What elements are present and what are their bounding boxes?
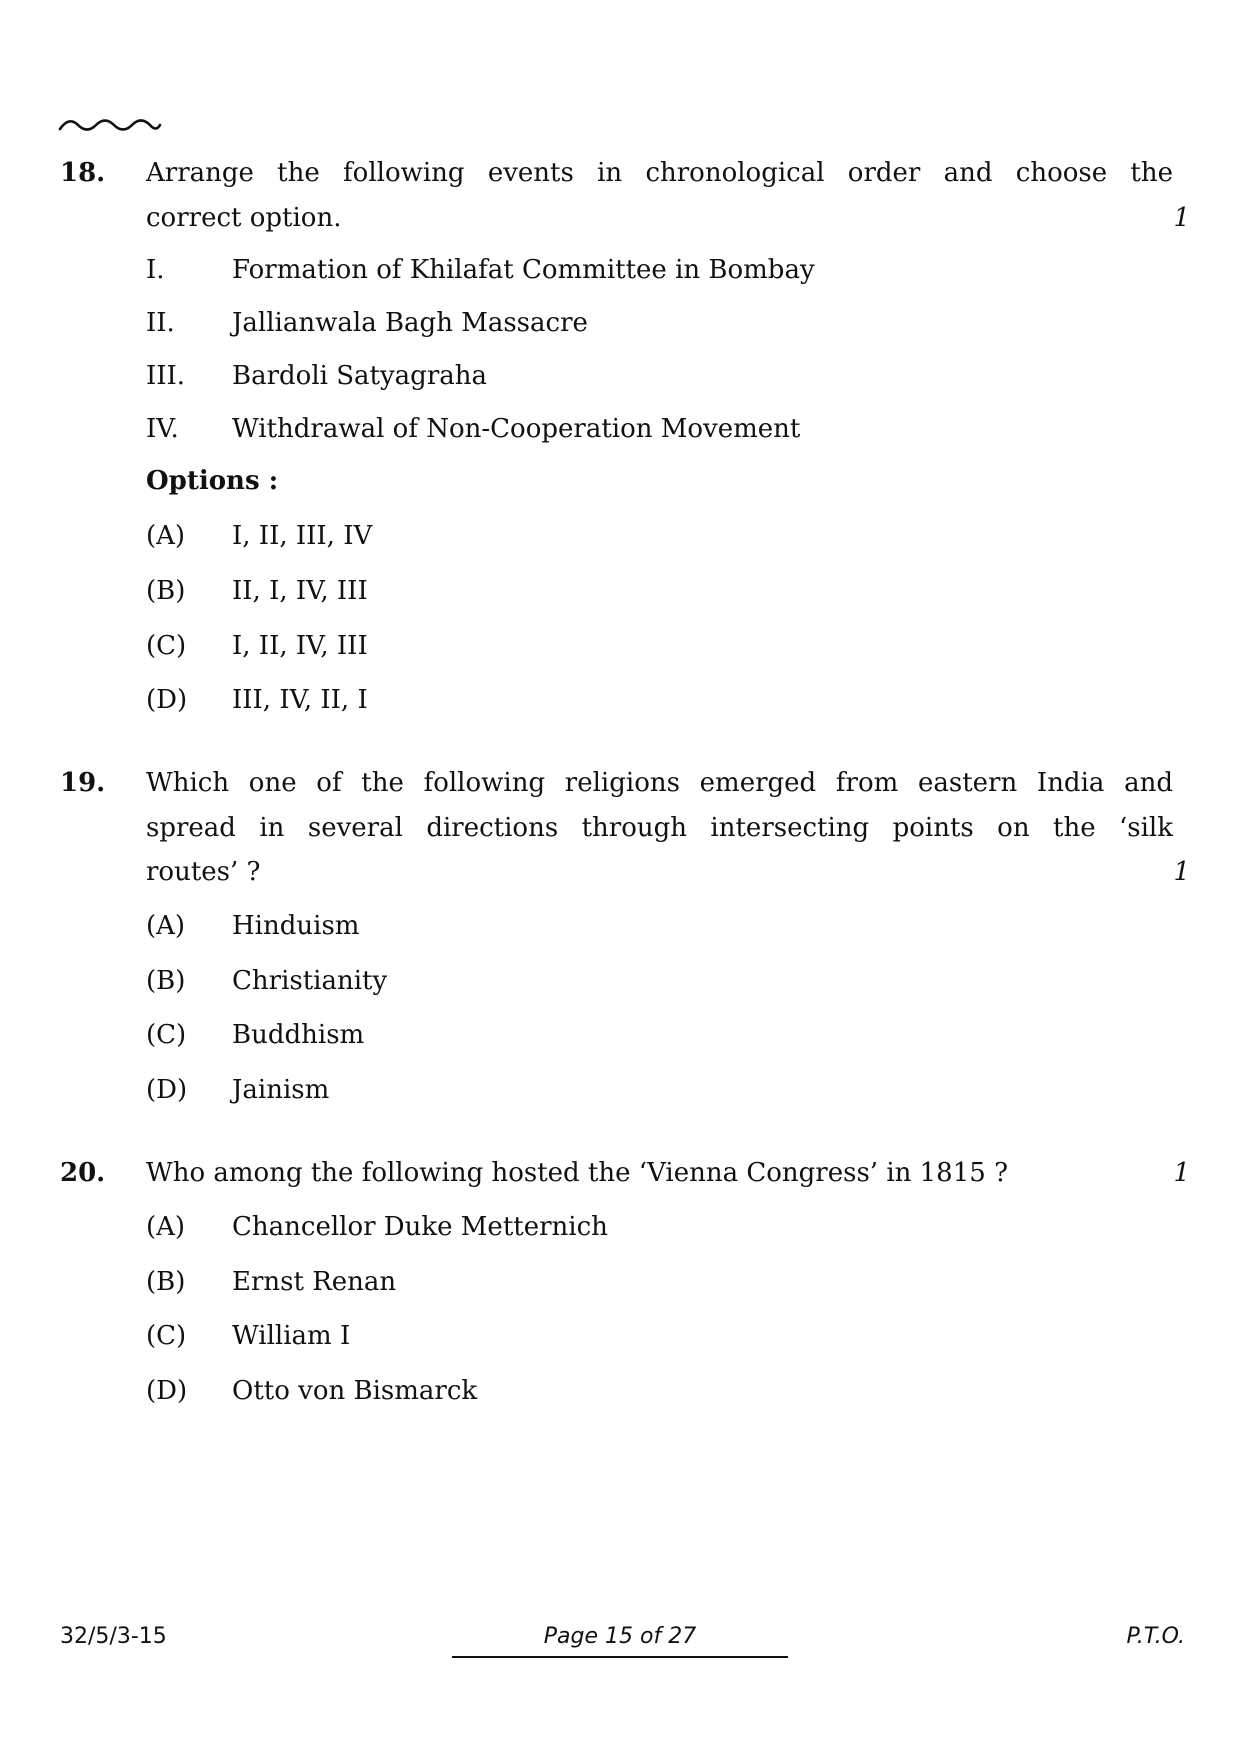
statement-label: I. (146, 255, 165, 285)
question-text-line: Who among the following hosted the ‘Vienna Congress’ in 1815 ? (146, 1158, 1009, 1188)
option-text: I, II, IV, III (232, 631, 368, 661)
option-d[interactable] (146, 1070, 329, 1110)
statement-item (146, 356, 487, 396)
statement-label: III. (146, 361, 186, 391)
option-text: III, IV, II, I (232, 685, 368, 715)
question-number: 20. (60, 1158, 106, 1188)
option-label: (B) (146, 1267, 186, 1297)
option-b[interactable] (146, 571, 368, 611)
question-20 (60, 1148, 1190, 1568)
option-label: (D) (146, 1376, 188, 1406)
option-label: (C) (146, 1321, 187, 1351)
statement-text: Bardoli Satyagraha (232, 361, 487, 391)
option-text: I, II, III, IV (232, 521, 373, 551)
option-text: Jainism (232, 1075, 330, 1105)
question-18 (60, 148, 1190, 728)
page-number: Page 15 of 27 (452, 1622, 788, 1658)
option-text: Buddhism (232, 1020, 365, 1050)
option-text: Christianity (232, 966, 388, 996)
question-text-line: correct option. (146, 203, 342, 233)
option-c[interactable] (146, 626, 368, 666)
paper-code: 32/5/3-15 (60, 1624, 167, 1649)
statement-text: Withdrawal of Non-Cooperation Movement (232, 414, 801, 444)
marks: 1 (1173, 1158, 1190, 1188)
option-label: (D) (146, 685, 188, 715)
option-label: (B) (146, 966, 186, 996)
option-a[interactable] (146, 906, 359, 946)
option-label: (A) (146, 521, 186, 551)
option-label: (A) (146, 1212, 186, 1242)
question-number: 18. (60, 158, 106, 188)
marks: 1 (1173, 857, 1190, 887)
option-d[interactable] (146, 1371, 477, 1411)
option-text: II, I, IV, III (232, 576, 368, 606)
question-19 (60, 758, 1190, 1118)
option-b[interactable] (146, 1262, 396, 1302)
question-text-line: routes’ ? (146, 857, 261, 887)
option-text: Otto von Bismarck (232, 1376, 478, 1406)
marks: 1 (1173, 203, 1190, 233)
statement-item (146, 303, 588, 343)
statement-label: IV. (146, 414, 179, 444)
option-a[interactable] (146, 1207, 608, 1247)
statement-text: Formation of Khilafat Committee in Bombay (232, 255, 815, 285)
question-number: 19. (60, 768, 106, 798)
question-text-line: Which one of the following religions emerged from eastern India and (146, 768, 1173, 798)
option-c[interactable] (146, 1316, 350, 1356)
statement-label: II. (146, 308, 175, 338)
option-text: Hinduism (232, 911, 360, 941)
option-b[interactable] (146, 961, 387, 1001)
pto-label: P.T.O. (1126, 1624, 1185, 1649)
option-text: Chancellor Duke Metternich (232, 1212, 608, 1242)
option-d[interactable] (146, 680, 368, 720)
option-text: Ernst Renan (232, 1267, 397, 1297)
wave-mark-icon (58, 112, 162, 138)
option-label: (C) (146, 631, 187, 661)
option-a[interactable] (146, 516, 372, 556)
option-c[interactable] (146, 1015, 364, 1055)
option-label: (D) (146, 1075, 188, 1105)
option-label: (B) (146, 576, 186, 606)
question-text-line: Arrange the following events in chronological order and choose the (146, 158, 1173, 188)
option-label: (C) (146, 1020, 187, 1050)
statement-text: Jallianwala Bagh Massacre (232, 308, 588, 338)
option-text: William I (232, 1321, 351, 1351)
options-heading: Options : (146, 466, 279, 496)
question-text-line: spread in several directions through intersecting points on the ‘silk (146, 813, 1173, 843)
statement-item (146, 250, 815, 290)
statement-item (146, 409, 800, 449)
option-label: (A) (146, 911, 186, 941)
